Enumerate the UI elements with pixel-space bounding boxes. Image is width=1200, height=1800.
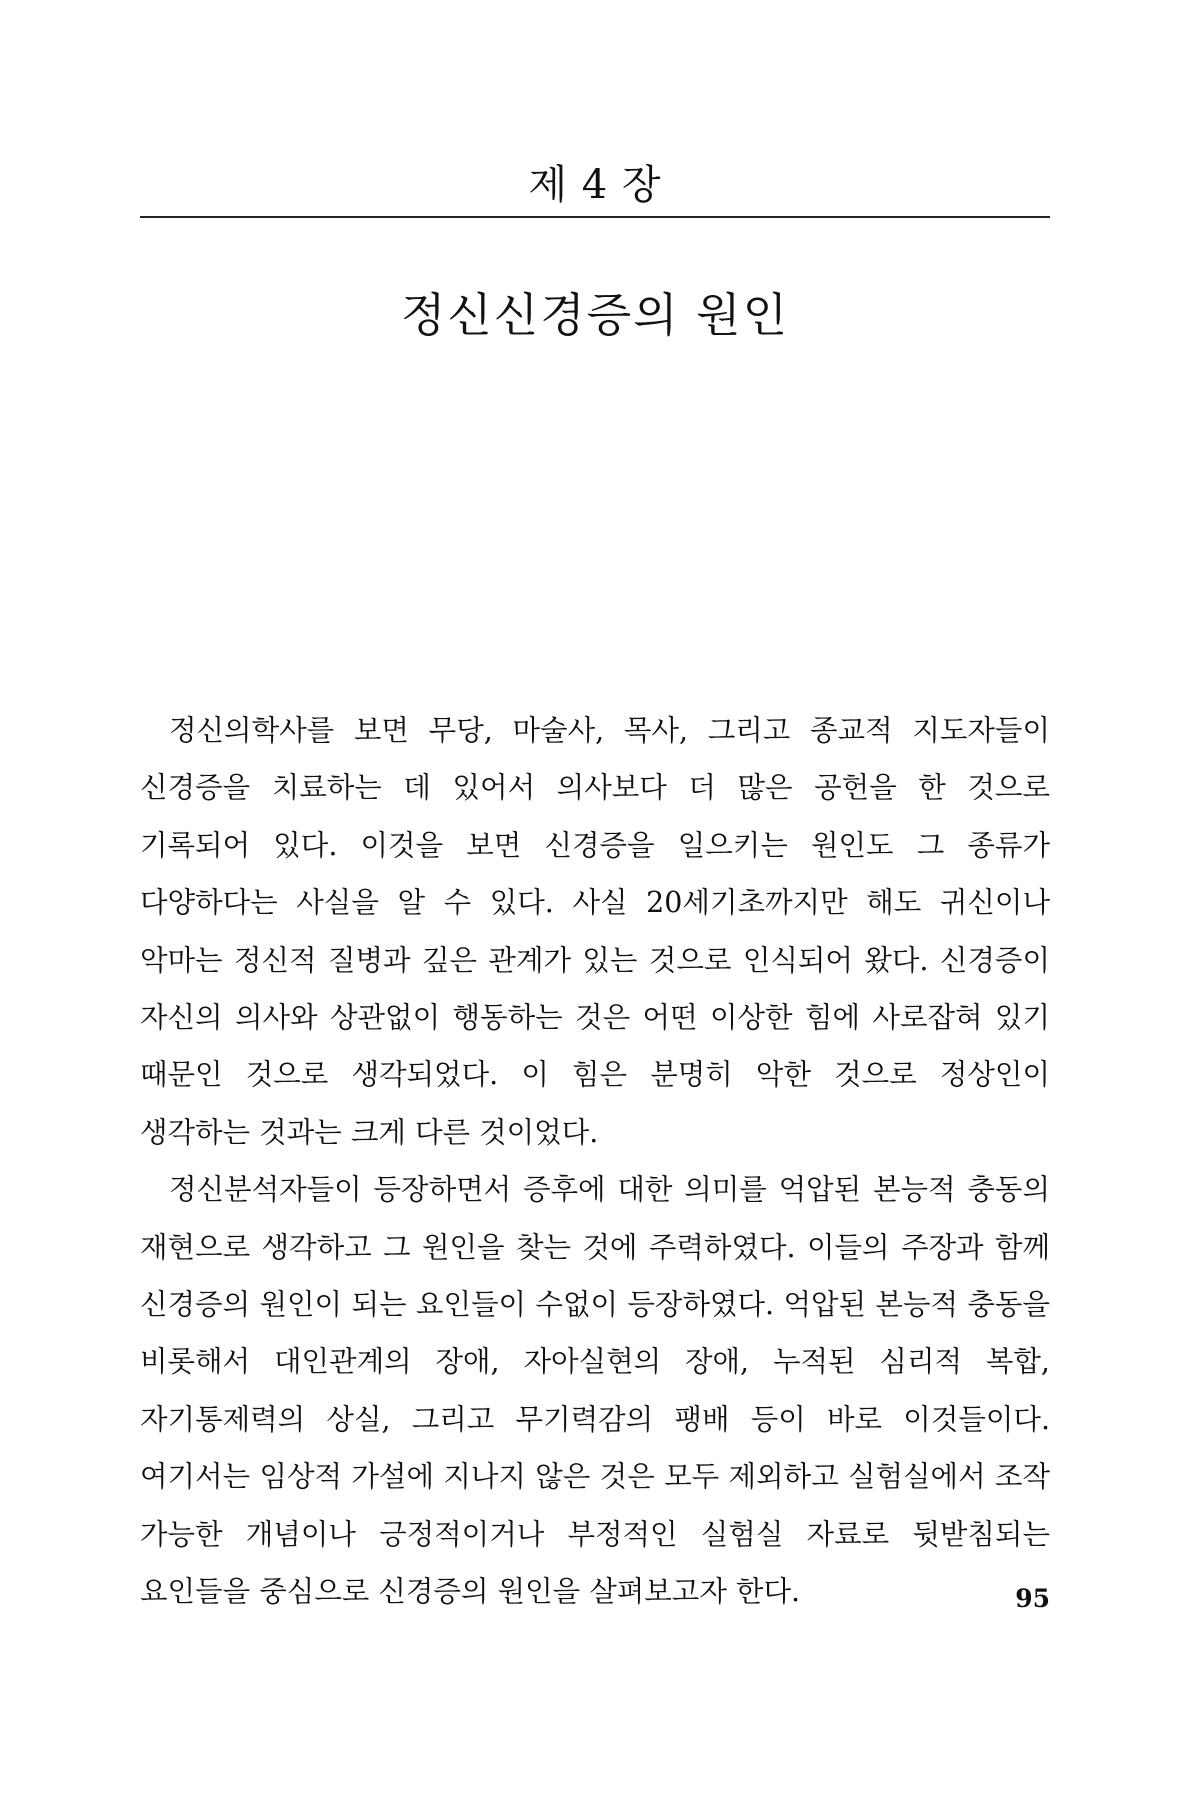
body-text (140, 702, 1050, 1621)
chapter-title: 정신신경증의 원인 (400, 288, 790, 342)
paragraph-2: 정신분석자들이 등장하면서 증후에 대한 의미를 억압된 본능적 충동의 재현으로 생각하고 그 원인을 찾는 것에 주력하였다. 이들의 주장과 함께 신경증의 원인이 되는 요인들이 수없이 등장하였다. 억압된 본능적 충동을 비롯해서 대인관계의 장애, 자아실현의 장애, 누적된 심리적 복합, 자기통제력의 상실, 그리고 무기력감의 팽배 등이 바로 이것들이다. 여기서는 임상적 가설에 지나지 않은 것은 모두 제외하고 실험실에서 조작 가능한 개념이나 긍정적이거나 부정적인 실험실 자료로 뒷받침되는 요인들을 중심으로 신경증의 원인을 살펴보고자 한다. (140, 1173, 1050, 1609)
page-number: 95 (1015, 1584, 1050, 1613)
chapter-divider (140, 216, 1050, 218)
paragraph-1: 정신의학사를 보면 무당, 마술사, 목사, 그리고 종교적 지도자들이 신경증을 치료하는 데 있어서 의사보다 더 많은 공헌을 한 것으로 기록되어 있다. 이것을 보면 신경증을 일으키는 원인도 그 종류가 다양하다는 사실을 알 수 있다. 사실 20세기초까지만 해도 귀신이나 악마는 정신적 질병과 깊은 관계가 있는 것으로 인식되어 왔다. 신경증이 자신의 의사와 상관없이 행동하는 것은 어떤 이상한 힘에 사로잡혀 있기 때문인 것으로 생각되었다. 이 힘은 분명히 악한 것으로 정상인이 생각하는 것과는 크게 다른 것이었다. (140, 714, 1050, 1149)
chapter-label: 제 4 장 (528, 162, 662, 208)
